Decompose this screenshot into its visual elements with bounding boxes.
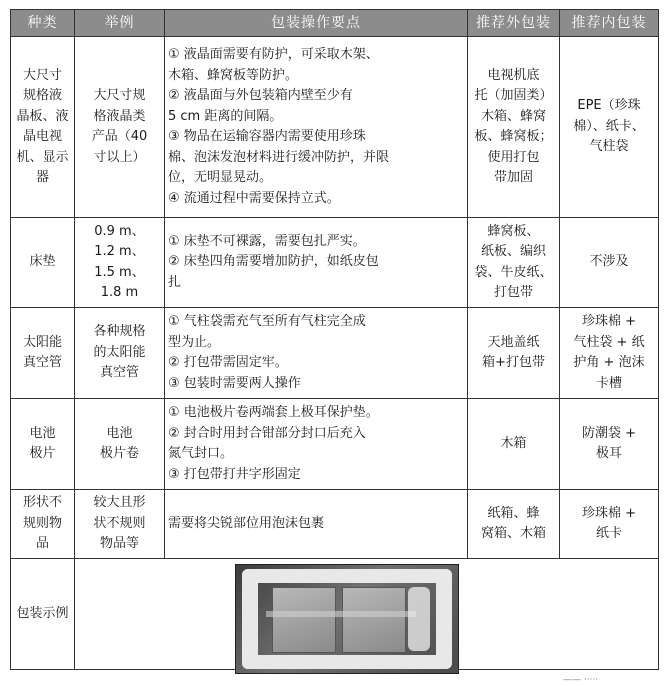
example-photo-cell bbox=[75, 559, 659, 670]
packaging-table bbox=[10, 9, 659, 670]
kind-cell: 太阳能 真空管 bbox=[11, 308, 75, 399]
outer-cell: 纸箱、蜂 窝箱、木箱 bbox=[468, 490, 560, 559]
header-points: 包装操作要点 bbox=[165, 10, 468, 37]
example-cell: 0.9 m、 1.2 m、 1.5 m、 1.8 m bbox=[75, 218, 165, 308]
inner-cell: 不涉及 bbox=[560, 218, 659, 308]
kind-cell: 形状不 规则物 品 bbox=[11, 490, 75, 559]
kind-cell: 大尺寸 规格液 晶板、液 晶电视 机、显示 器 bbox=[11, 37, 75, 218]
outer-cell: 天地盖纸 箱+打包带 bbox=[468, 308, 560, 399]
table-row bbox=[11, 218, 659, 308]
page-footer-mark: —— ····· bbox=[563, 675, 599, 685]
kind-cell: 床垫 bbox=[11, 218, 75, 308]
example-cell: 大尺寸规 格液晶类 产品（40 寸以上） bbox=[75, 37, 165, 218]
inner-cell: 珍珠棉 + 气柱袋 + 纸 护角 + 泡沫 卡槽 bbox=[560, 308, 659, 399]
header-example: 举例 bbox=[75, 10, 165, 37]
inner-cell: 珍珠棉 + 纸卡 bbox=[560, 490, 659, 559]
points-cell: ① 电池极片卷两端套上极耳保护垫。 ② 封合时用封合钳部分封口后充入 氮气封口。 ③ 打包带打井字形固定 bbox=[165, 399, 468, 490]
example-cell: 电池 极片卷 bbox=[75, 399, 165, 490]
points-cell: ① 液晶面需要有防护，可采取木架、 木箱、蜂窝板等防护。 ② 液晶面与外包装箱内壁至少有 5 cm 距离的间隔。 ③ 物品在运输容器内需要使用珍珠 棉、泡沫发泡材料进行缓冲防护，并限 位，无明显晃动。 ④ 流通过程中需要保持立式。 bbox=[165, 37, 468, 218]
points-cell: ① 气柱袋需充气至所有气柱完全成 型为止。 ② 打包带需固定牢。 ③ 包装时需要两人操作 bbox=[165, 308, 468, 399]
table-row bbox=[11, 399, 659, 490]
header-inner: 推荐内包装 bbox=[560, 10, 659, 37]
example-row bbox=[11, 559, 659, 670]
packaging-photo bbox=[235, 564, 459, 674]
outer-cell: 木箱 bbox=[468, 399, 560, 490]
example-cell: 各种规格 的太阳能 真空管 bbox=[75, 308, 165, 399]
points-cell: ① 床垫不可裸露，需要包扎严实。 ② 床垫四角需要增加防护，如纸皮包 扎 bbox=[165, 218, 468, 308]
example-label: 包装示例 bbox=[11, 559, 75, 670]
inner-cell: 防潮袋 + 极耳 bbox=[560, 399, 659, 490]
header-kind: 种类 bbox=[11, 10, 75, 37]
inner-cell: EPE（珍珠 棉）、纸卡、 气柱袋 bbox=[560, 37, 659, 218]
table-header-row bbox=[11, 10, 659, 37]
table-row bbox=[11, 490, 659, 559]
table-row bbox=[11, 37, 659, 218]
header-outer: 推荐外包装 bbox=[468, 10, 560, 37]
table-row bbox=[11, 308, 659, 399]
outer-cell: 蜂窝板、 纸板、编织 袋、牛皮纸、 打包带 bbox=[468, 218, 560, 308]
example-cell: 较大且形 状不规则 物品等 bbox=[75, 490, 165, 559]
points-cell: 需要将尖锐部位用泡沫包裹 bbox=[165, 490, 468, 559]
outer-cell: 电视机底 托（加固类） 木箱、蜂窝 板、蜂窝板； 使用打包 带加固 bbox=[468, 37, 560, 218]
kind-cell: 电池 极片 bbox=[11, 399, 75, 490]
